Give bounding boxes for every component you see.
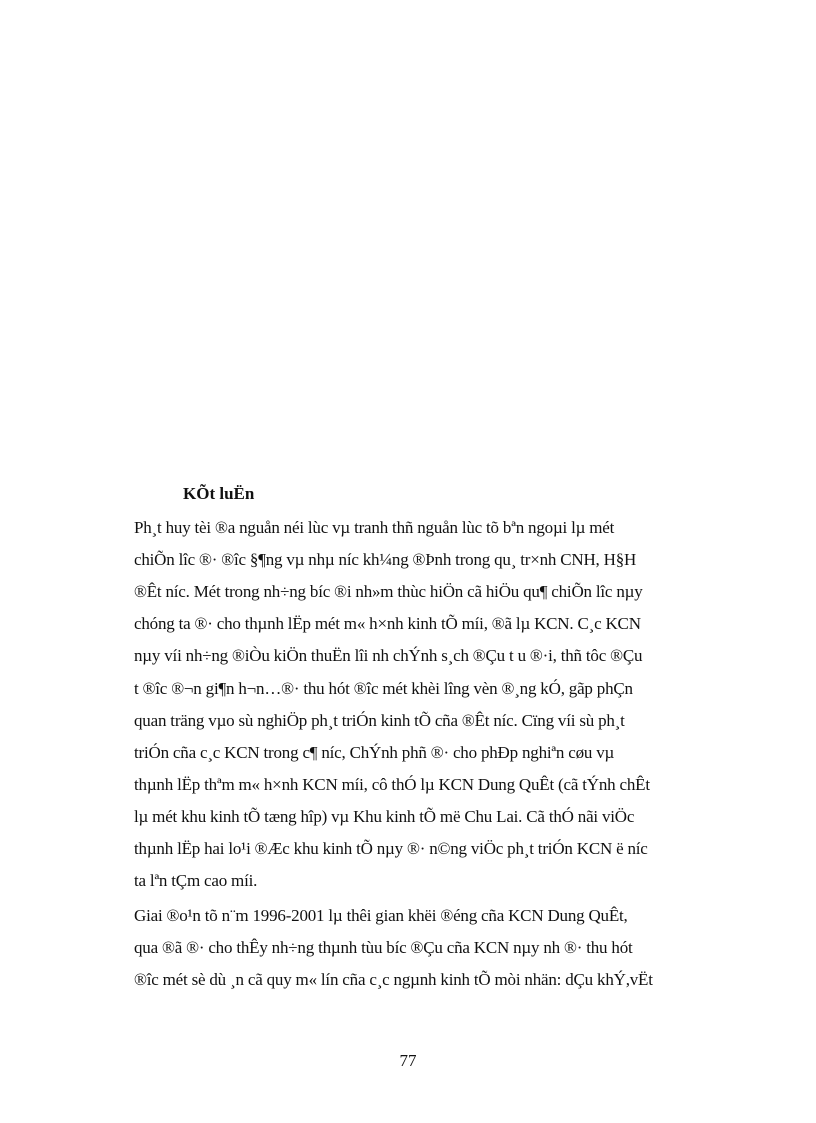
text-line: lµ mét khu kinh tÕ tæng hîp) vµ Khu kinh tÕ më Chu Lai. Cã thÓ nãi viÖc xyxy=(134,807,635,826)
text-line: ta lªn tÇm cao míi. xyxy=(134,871,258,890)
text-line: chiÕn lîc ®· ®îc §¶ng vµ nhµ níc kh¼ng ®Þnh trong qu¸ tr×nh CNH, H§H xyxy=(134,550,637,569)
text-line: qua ®ã ®· cho thÊy nh÷ng thµnh tùu bíc ®Çu cña KCN nµy nh ®· thu hót xyxy=(134,938,633,957)
text-line: triÓn cña c¸c KCN trong c¶ níc, ChÝnh phñ ®· cho phÐp nghiªn cøu vµ xyxy=(134,743,615,762)
text-line: nµy víi nh÷ng ®iÒu kiÖn thuËn lîi nh chÝnh s¸ch ®Çu t u ®·i, thñ tôc ®Çu xyxy=(134,646,643,665)
page-number: 77 xyxy=(399,1051,417,1070)
text-line: chóng ta ®· cho thµnh lËp mét m« h×nh kinh tÕ míi, ®ã lµ KCN. C¸c KCN xyxy=(134,614,641,633)
text-line: Giai ®o¹n tõ n¨m 1996-2001 lµ thêi gian khëi ®éng cña KCN Dung QuÊt, xyxy=(134,906,628,925)
text-line: thµnh lËp hai lo¹i ®Æc khu kinh tÕ nµy ®· n©ng viÖc ph¸t triÓn KCN ë níc xyxy=(134,839,648,858)
section-heading: KÕt luËn xyxy=(183,484,255,503)
text-line: t ®îc ®¬n gi¶n h¬n…®· thu hót ®îc mét khèi lîng vèn ®¸ng kÓ, gãp phÇn xyxy=(134,679,633,698)
text-line: Ph¸t huy tèi ®a nguån néi lùc vµ tranh thñ nguån lùc tõ bªn ngoµi lµ mét xyxy=(134,518,615,537)
text-line: ®îc mét sè dù ¸n cã quy m« lín cña c¸c ngµnh kinh tÕ mòi nhän: dÇu khÝ,vËt xyxy=(134,970,653,989)
text-line: ®Êt níc. Mét trong nh÷ng bíc ®i nh»m thùc hiÖn cã hiÖu qu¶ chiÕn lîc nµy xyxy=(134,582,643,601)
text-line: quan träng vµo sù nghiÖp ph¸t triÓn kinh tÕ cña ®Êt níc. Cïng víi sù ph¸t xyxy=(134,711,625,730)
text-line: thµnh lËp thªm m« h×nh KCN míi, cô thÓ lµ KCN Dung QuÊt (cã tÝnh chÊt xyxy=(134,775,650,794)
